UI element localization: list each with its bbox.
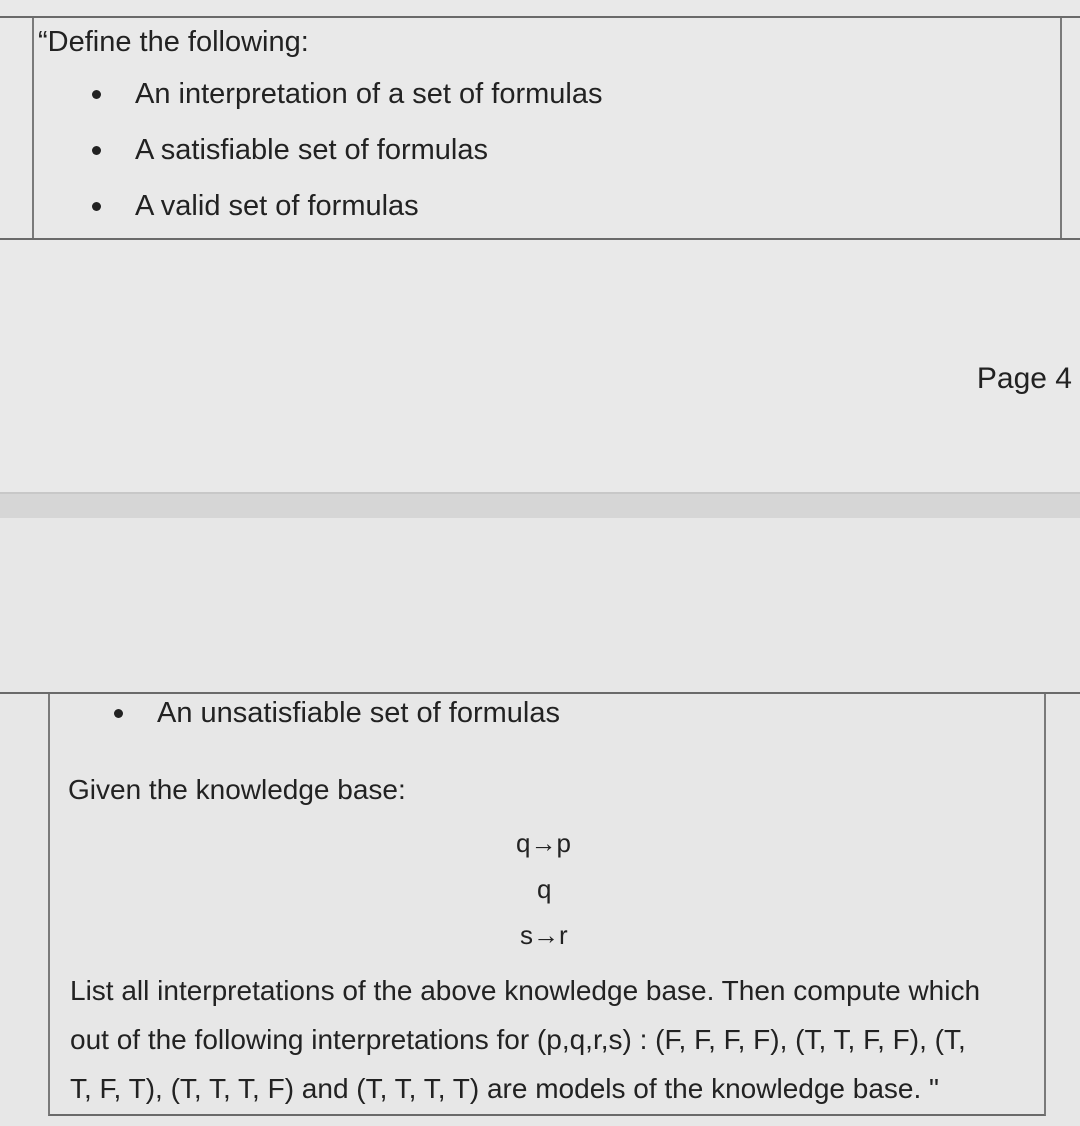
list-item-text: An interpretation of a set of formulas bbox=[135, 78, 603, 110]
list-item-text: A satisfiable set of formulas bbox=[135, 134, 488, 166]
bullet-icon bbox=[92, 202, 101, 211]
table-bottom-border bbox=[0, 238, 1080, 240]
formula: q bbox=[537, 874, 552, 904]
question-paragraph bbox=[70, 966, 1038, 1113]
bullet-icon bbox=[114, 709, 123, 718]
knowledge-base-label: Given the knowledge base: bbox=[68, 774, 406, 805]
list-item-text: An unsatisfiable set of formulas bbox=[157, 697, 560, 729]
paragraph-line: out of the following interpretations for (p,q,r,s) : (F, F, F, F), (T, T, F, F), (T, bbox=[70, 1024, 966, 1055]
bullet-icon bbox=[92, 90, 101, 99]
document-page-top bbox=[0, 0, 1080, 492]
list-item bbox=[92, 134, 488, 167]
list-item-text: A valid set of formulas bbox=[135, 190, 419, 222]
paragraph-line: T, F, T), (T, T, T, F) and (T, T, T, T) are models of the knowledge base. " bbox=[70, 1073, 939, 1104]
page-number: Page 4 bbox=[976, 362, 1072, 395]
list-item bbox=[92, 190, 419, 223]
paragraph-line: List all interpretations of the above knowledge base. Then compute which bbox=[70, 975, 981, 1006]
formula: s→r bbox=[520, 920, 568, 950]
list-item bbox=[114, 697, 560, 730]
formula: q→p bbox=[516, 828, 571, 858]
page-break bbox=[0, 492, 1080, 520]
bullet-icon bbox=[92, 146, 101, 155]
list-item bbox=[92, 78, 602, 111]
question-intro: “Define the following: bbox=[38, 26, 309, 58]
